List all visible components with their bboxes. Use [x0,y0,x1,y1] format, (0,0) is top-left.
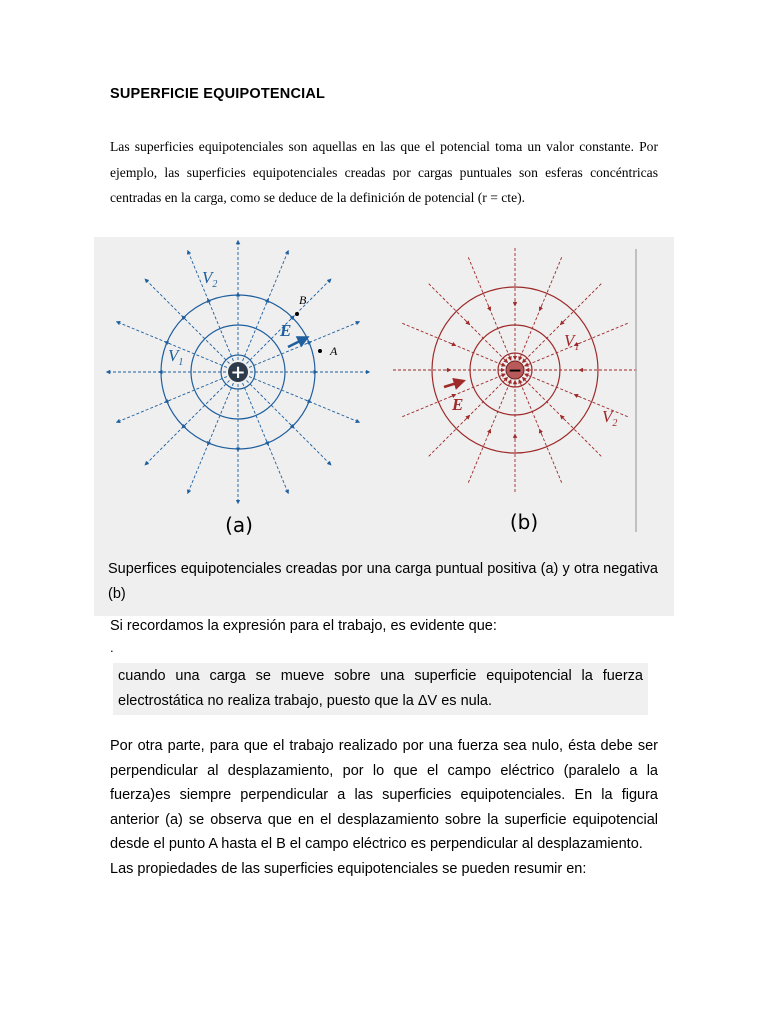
left-caption: (a) [225,513,253,537]
left-label-b: B [299,293,307,307]
right-label-v2: $V_2$ [602,407,618,429]
left-label-a: A [330,344,338,358]
field-diagram [94,237,674,537]
right-e-vector [444,382,460,387]
positive-charge-sign: + [230,362,246,383]
right-field-arrow [540,431,542,435]
right-caption: (b) [509,510,539,534]
equipotential-figure [94,237,674,616]
left-label-e: E [280,321,292,340]
right-field-arrow [451,343,455,345]
left-label-v2: $V_2$ [202,268,218,290]
right-label-e: E [452,395,464,414]
right-field-arrow [540,306,542,310]
right-field-arrow [561,321,564,324]
recall-paragraph: Si recordamos la expresión para el trabajo, es evidente que: [110,618,497,634]
right-label-v1: $V_1$ [564,331,580,353]
highlighted-statement: cuando una carga se mueve sobre una superficie equipotencial la fuerza electrostática no realiza trabajo, puesto que la ΔV es nula. [113,663,648,715]
right-field-arrow [488,431,490,435]
point-a [318,349,322,353]
right-field-arrow [488,306,490,310]
bullet-dot: . [110,640,114,655]
right-field-arrow [466,416,469,419]
figure-caption: Superfices equipotenciales creadas por una carga puntual positiva (a) y otra negativa (b) [108,561,658,602]
right-field-arrow [466,321,469,324]
page-title: SUPERFICIE EQUIPOTENCIAL [110,86,326,102]
right-field-arrow [576,395,580,397]
perpendicular-paragraph: Por otra parte, para que el trabajo realizado por una fuerza sea nulo, ésta debe ser perpendicular al desplazamiento, por lo que el campo eléctrico (paralelo a la fuerza)es siempre perpendicular a las superficies equipotenciales. En la figura anterior (a) se observa que en el desplazamiento sobre la superficie equipotencial desde el punto A hasta el B el campo eléctrico es perpendicular al desplazamiento. [110,738,658,852]
negative-charge-sign: − [507,361,523,381]
point-b [295,312,299,316]
right-field-arrow [561,416,564,419]
left-label-v1: $V_1$ [168,346,184,368]
properties-paragraph: Las propiedades de las superficies equipotenciales se pueden resumir en: [110,861,587,877]
intro-paragraph: Las superficies equipotenciales son aquellas en las que el potencial toma un valor constante. Por ejemplo, las superficies equipotenciales creadas por cargas puntuales son esferas concéntricas centradas en la carga, como se deduce de la definición de potencial (r = cte). [110,139,658,205]
